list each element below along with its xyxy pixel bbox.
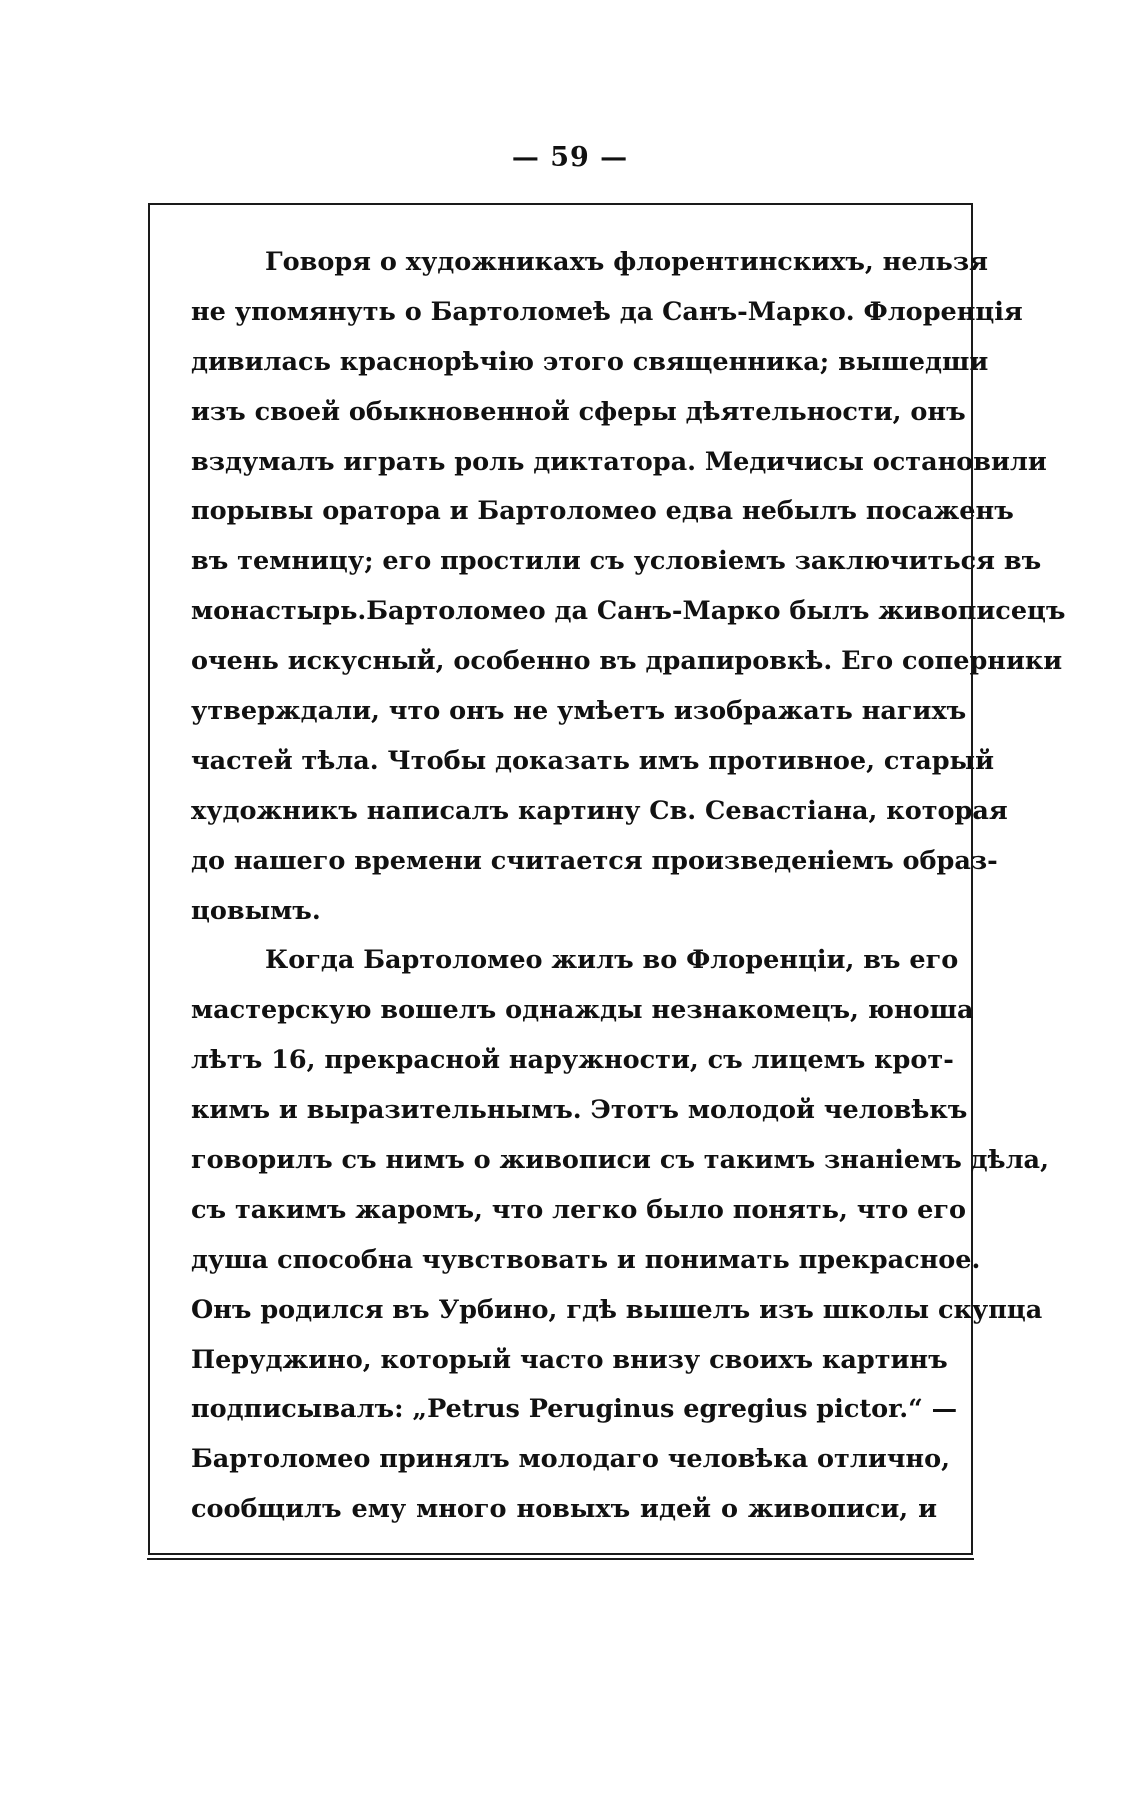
text-line: говорилъ съ нимъ о живописи съ такимъ знаніемъ дѣла, [191,1145,1049,1176]
text-line: утверждали, что онъ не умѣетъ изображать нагихъ [191,696,967,727]
text-line: Когда Бартоломео жилъ во Флоренціи, въ его [265,945,959,976]
text-line: Перуджино, который часто внизу своихъ картинъ [191,1344,948,1375]
text-line: очень искусный, особенно въ драпировкѣ. Его соперники [191,646,1063,677]
text-line: съ такимъ жаромъ, что легко было понять, что его [191,1194,966,1225]
text-line: лѣтъ 16, прекрасной наружности, съ лицемъ крот- [191,1045,954,1076]
text-line: художникъ написалъ картину Св. Севастіана, которая [191,795,1008,826]
text-line: порывы оратора и Бартоломео едва небылъ посаженъ [191,496,1014,527]
text-line: Бартоломео принялъ молодаго человѣка отлично, [191,1444,950,1475]
text-line: частей тѣла. Чтобы доказать имъ противное, старый [191,745,995,776]
text-line: душа способна чувствовать и понимать прекрасное. [191,1244,981,1275]
text-line: мастерскую вошелъ однажды незнакомецъ, юноша [191,995,974,1026]
text-line: подписывалъ: „Petrus Peruginus egregius pictor.“ — [191,1394,958,1425]
text-body [191,238,1066,1535]
text-line: изъ своей обыкновенной сферы дѣятельности, онъ [191,396,966,427]
text-line: Говоря о художникахъ флорентинскихъ, нельзя [265,247,988,277]
text-line: сообщилъ ему много новыхъ идей о живописи, и [191,1494,937,1525]
text-line: до нашего времени считается произведеніемъ образ- [191,845,998,876]
text-line: въ темницу; его простили съ условіемъ заключиться въ [191,546,1042,577]
text-line: цовымъ. [191,895,321,926]
text-line: дивилась краснорѣчію этого священника; вышедши [191,346,989,377]
text-line: кимъ и выразительнымъ. Этотъ молодой человѣкъ [191,1095,968,1126]
text-line: Онъ родился въ Урбино, гдѣ вышелъ изъ школы скупца [191,1294,1043,1325]
text-line: вздумалъ играть роль диктатора. Медичисы остановили [191,446,1047,477]
text-line: не упомянуть о Бартоломеѣ да Санъ-Марко. Флоренція [191,296,1023,327]
text-line: монастырь.Бартоломео да Санъ-Марко былъ живописецъ [191,596,1066,627]
page-number: — 59 — [511,142,629,173]
